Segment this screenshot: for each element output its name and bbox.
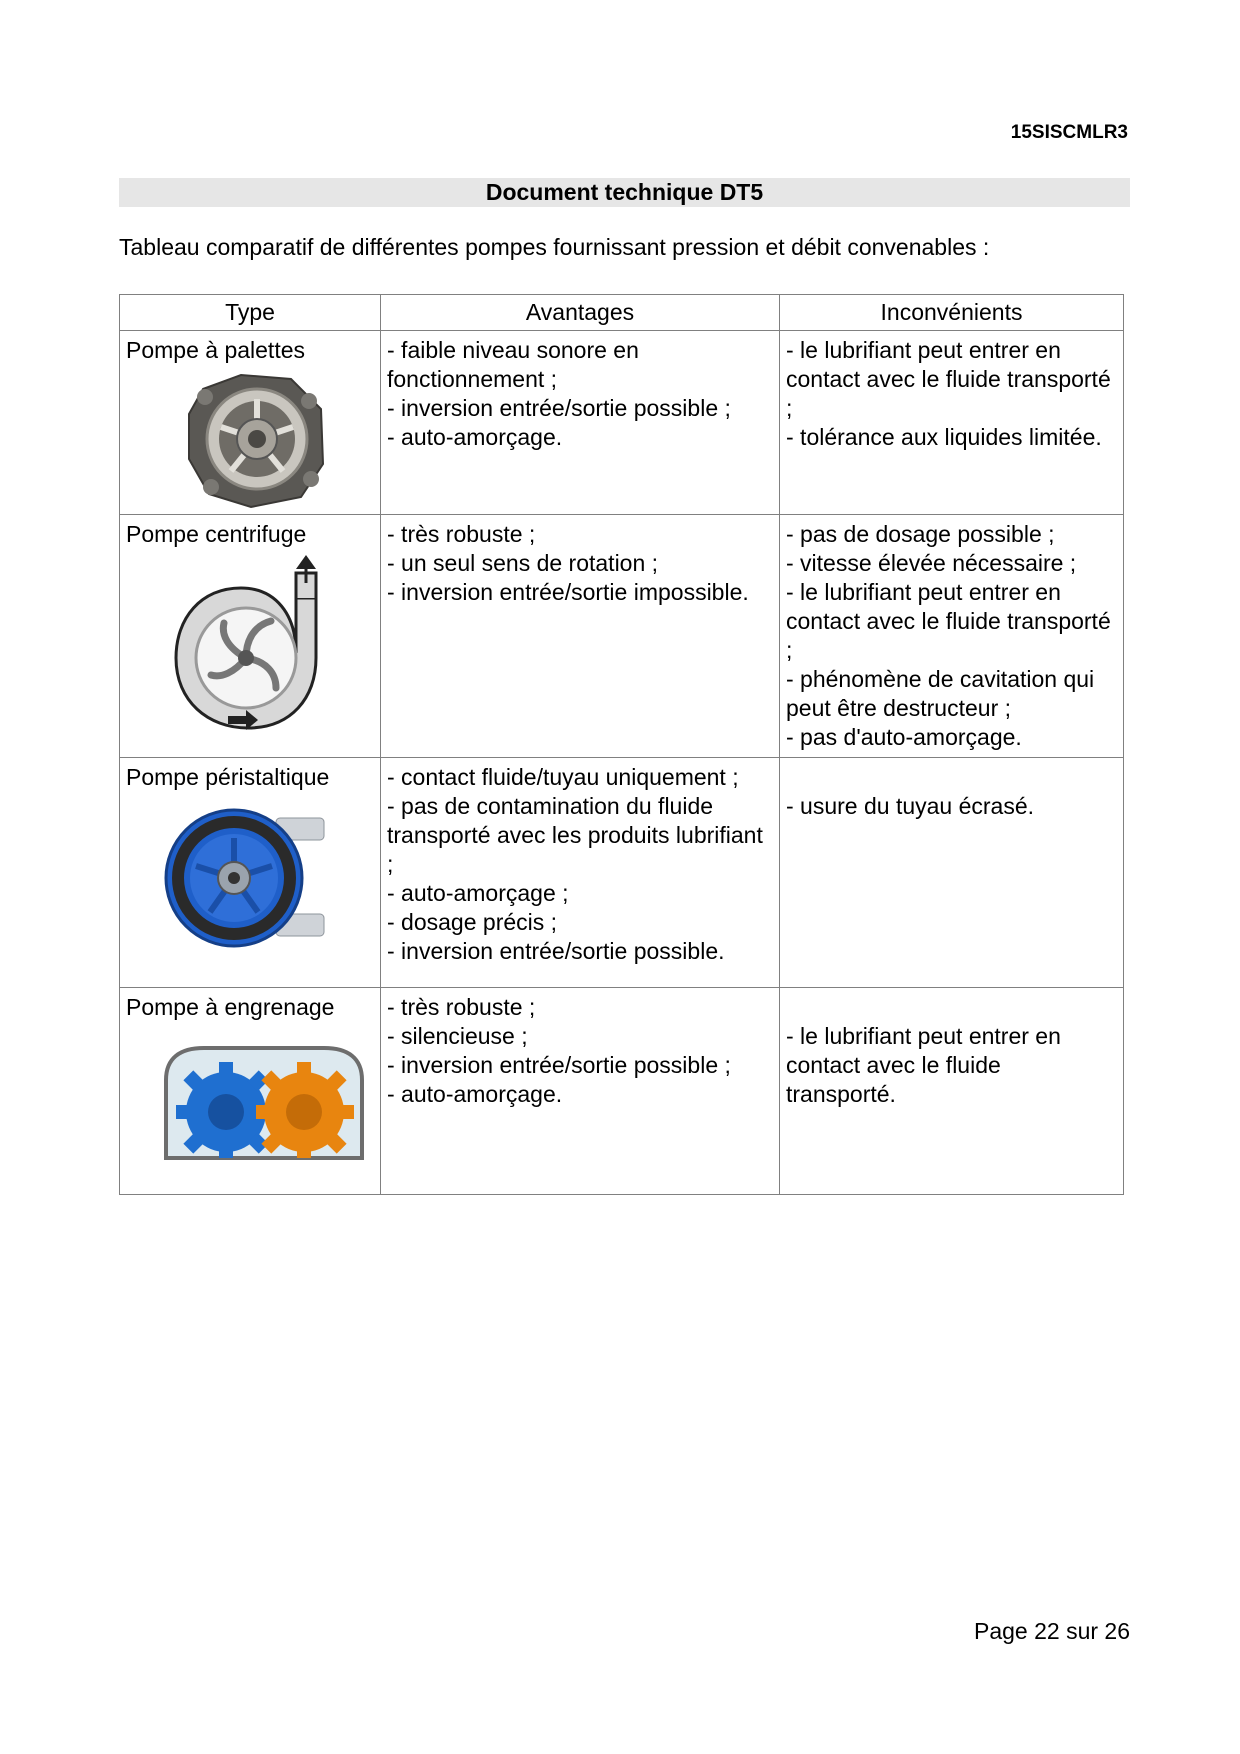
drawback-item: - le lubrifiant peut entrer en contact avec le fluide transporté ; [786, 337, 1118, 421]
advantages-cell [381, 515, 780, 758]
advantage-item: - auto-amorçage ; [387, 880, 569, 906]
intro-text: Tableau comparatif de différentes pompes fournissant pression et débit convenables : [119, 234, 990, 260]
advantage-item: - pas de contamination du fluide transporté avec les produits lubrifiant ; [387, 793, 770, 877]
drawback-item: - le lubrifiant peut entrer en contact avec le fluide transporté. [786, 1023, 1068, 1107]
header-drawbacks: Inconvénients [780, 295, 1124, 331]
advantage-item: - contact fluide/tuyau uniquement ; [387, 764, 739, 790]
drawback-item: - phénomène de cavitation qui peut être destructeur ; [786, 666, 1101, 721]
centrifugal-pump-image [166, 553, 336, 733]
peristaltic-pump-image [164, 796, 334, 956]
advantages-cell [381, 988, 780, 1195]
table-row [120, 758, 1124, 988]
advantage-item: - silencieuse ; [387, 1023, 528, 1049]
advantage-item: - inversion entrée/sortie impossible. [387, 579, 749, 605]
drawbacks-cell [780, 988, 1124, 1195]
drawback-item: - pas de dosage possible ; [786, 521, 1055, 547]
pump-type-label: Pompe à engrenage [126, 994, 335, 1020]
type-cell [120, 515, 381, 758]
drawback-item: - pas d'auto-amorçage. [786, 724, 1022, 750]
page-number: Page 22 sur 26 [973, 1618, 1130, 1644]
page-title: Document technique DT5 [119, 178, 1130, 207]
advantages-cell [381, 758, 780, 988]
drawbacks-cell [780, 515, 1124, 758]
drawback-item: - le lubrifiant peut entrer en contact avec le fluide transporté ; [786, 579, 1118, 663]
header-type: Type [120, 295, 381, 331]
drawbacks-cell [780, 331, 1124, 515]
drawbacks-cell [780, 758, 1124, 988]
drawback-item: - vitesse élevée nécessaire ; [786, 550, 1077, 576]
advantage-item: - faible niveau sonore en fonctionnement ; [387, 337, 646, 392]
pump-type-label: Pompe centrifuge [126, 521, 307, 547]
advantage-item: - dosage précis ; [387, 909, 558, 935]
type-cell [120, 331, 381, 515]
vane-pump-image [181, 369, 331, 509]
advantage-item: - inversion entrée/sortie possible. [387, 938, 725, 964]
document-code: 15SISCMLR3 [1010, 122, 1128, 143]
drawback-item: - tolérance aux liquides limitée. [786, 424, 1102, 450]
advantage-item: - auto-amorçage. [387, 1081, 563, 1107]
pump-type-label: Pompe péristaltique [126, 764, 330, 790]
advantage-item: - très robuste ; [387, 994, 536, 1020]
drawback-spacer [786, 763, 1117, 792]
pump-type-label: Pompe à palettes [126, 337, 306, 363]
table-row [120, 988, 1124, 1195]
table-row [120, 331, 1124, 515]
advantage-item: - auto-amorçage. [387, 424, 563, 450]
table-header-row [120, 295, 1124, 331]
header-advantages: Avantages [381, 295, 780, 331]
drawback-spacer [786, 993, 1117, 1022]
advantage-item: - inversion entrée/sortie possible ; [387, 395, 731, 421]
type-cell [120, 988, 381, 1195]
table-row [120, 515, 1124, 758]
pump-comparison-table [119, 294, 1124, 1195]
gear-pump-image [164, 1040, 364, 1160]
advantage-item: - un seul sens de rotation ; [387, 550, 659, 576]
drawback-item: - usure du tuyau écrasé. [786, 793, 1035, 819]
advantage-item: - très robuste ; [387, 521, 536, 547]
advantage-item: - inversion entrée/sortie possible ; [387, 1052, 731, 1078]
advantages-cell [381, 331, 780, 515]
type-cell [120, 758, 381, 988]
